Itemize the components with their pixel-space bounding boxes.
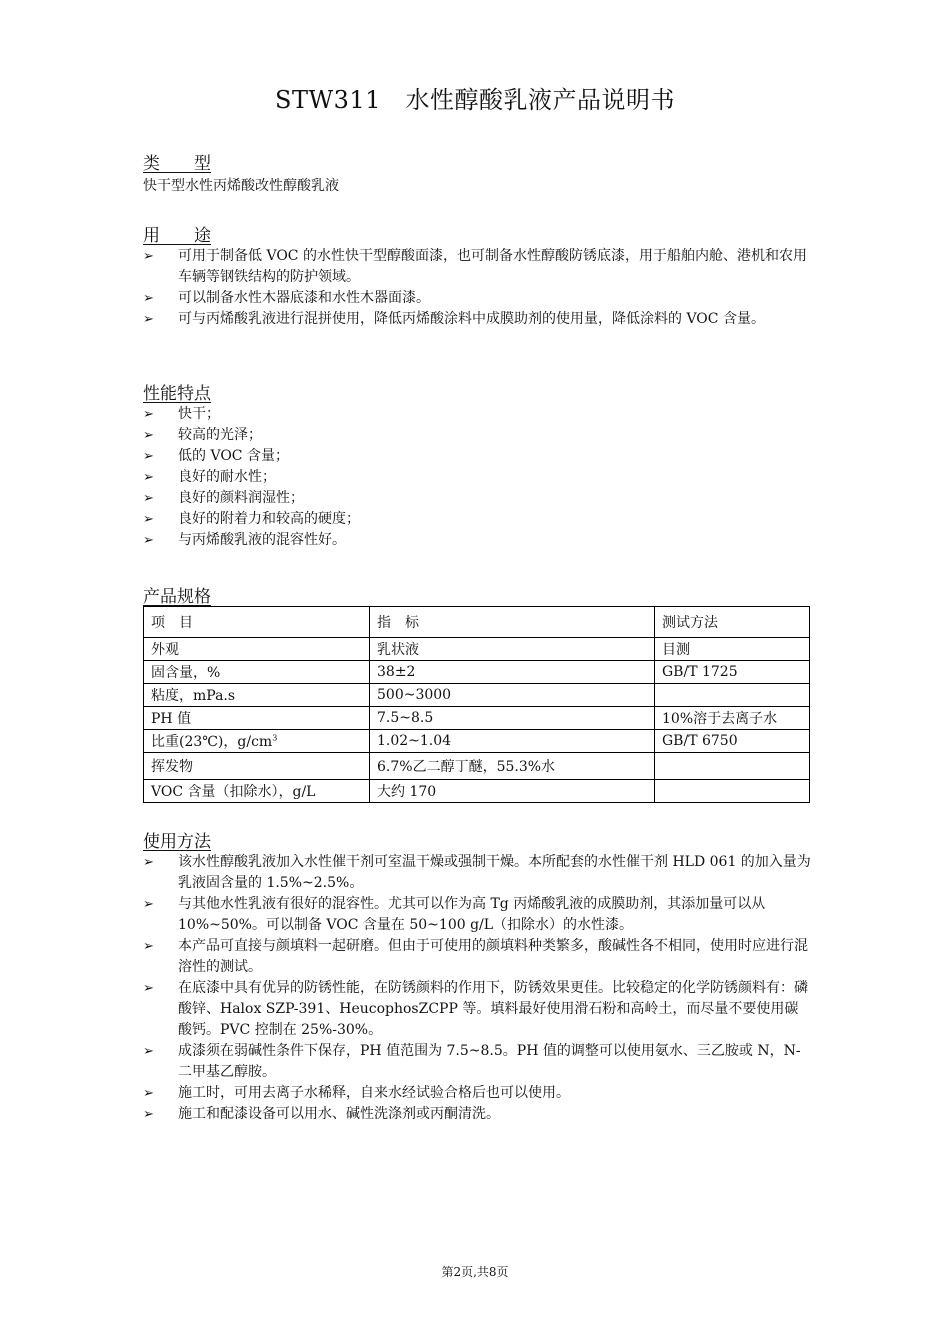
table-row: [144, 684, 810, 707]
table-row: [144, 638, 810, 661]
usage-heading: 用 途: [143, 226, 211, 246]
table-cell: PH 值: [144, 707, 370, 730]
table-header-cell: 指 标: [370, 607, 655, 638]
page-footer: 第2页,共8页: [441, 1265, 509, 1279]
method-item-text: 在底漆中具有优异的防锈性能，在防锈颜料的作用下，防锈效果更佳。比较稳定的化学防锈颜料有：磷酸锌、Halox SZP-391、HeucophosZCPP 等。填料最好使用滑石粉和高岭土，而尽量不要使用碳酸钙。PVC 控制在 25%-30%。: [178, 980, 808, 1038]
bullet-arrow-icon: ➢: [143, 855, 154, 870]
table-cell: 大约 170: [370, 780, 655, 803]
table-cell: 38±2: [370, 661, 655, 684]
bullet-arrow-icon: ➢: [143, 533, 154, 548]
table-cell: 乳状液: [370, 638, 655, 661]
table-row: [144, 730, 810, 753]
feature-item-text: 较高的光泽；: [178, 427, 262, 443]
feature-item-text: 与丙烯酸乳液的混容性好。: [178, 532, 346, 548]
list-item: [143, 425, 811, 446]
bullet-arrow-icon: ➢: [143, 249, 154, 264]
bullet-arrow-icon: ➢: [143, 449, 154, 464]
method-item-text: 施工和配漆设备可以用水、碱性洗涤剂或丙酮清洗。: [178, 1106, 500, 1122]
bullet-arrow-icon: ➢: [143, 312, 154, 327]
table-cell: [144, 730, 370, 753]
type-heading: 类 型: [143, 154, 211, 174]
table-cell: [655, 780, 810, 803]
table-cell: [655, 684, 810, 707]
usage-item-text: 可以制备水性木器底漆和水性木器面漆。: [178, 290, 430, 306]
usage-item-text: 可与丙烯酸乳液进行混拼使用，降低丙烯酸涂料中成膜助剂的使用量，降低涂料的 VOC 含量。: [178, 311, 765, 327]
bullet-arrow-icon: ➢: [143, 428, 154, 443]
feature-item-text: 良好的颜料润湿性；: [178, 490, 304, 506]
list-item: [143, 509, 811, 530]
list-item: [143, 1041, 811, 1083]
spec-table: [143, 606, 810, 803]
list-item: [143, 288, 811, 309]
table-header-cell: 项 目: [144, 607, 370, 638]
list-item: [143, 852, 811, 894]
bullet-arrow-icon: ➢: [143, 407, 154, 422]
table-row: [144, 661, 810, 684]
list-item: [143, 936, 811, 978]
table-cell: VOC 含量（扣除水），g/L: [144, 780, 370, 803]
list-item: [143, 446, 811, 467]
list-item: [143, 894, 811, 936]
table-cell: 外观: [144, 638, 370, 661]
feature-item-text: 低的 VOC 含量；: [178, 448, 289, 464]
usage-item-text: 可用于制备低 VOC 的水性快干型醇酸面漆，也可制备水性醇酸防锈底漆，用于船舶内舱、港机和农用车辆等钢铁结构的防护领域。: [178, 248, 807, 285]
type-text: 快干型水性丙烯酸改性醇酸乳液: [143, 178, 339, 194]
table-cell: 目测: [655, 638, 810, 661]
feature-item-text: 快干；: [178, 406, 220, 422]
density-label: 比重(23℃)，g/cm: [151, 734, 273, 750]
table-cell: 挥发物: [144, 753, 370, 780]
bullet-arrow-icon: ➢: [143, 512, 154, 527]
bullet-arrow-icon: ➢: [143, 1044, 154, 1059]
table-cell: 6.7%乙二醇丁醚，55.3%水: [370, 753, 655, 780]
list-item: [143, 309, 811, 330]
features-list: [143, 404, 811, 551]
bullet-arrow-icon: ➢: [143, 1107, 154, 1122]
list-item: [143, 530, 811, 551]
table-cell: 固含量，%: [144, 661, 370, 684]
list-item: [143, 978, 811, 1041]
method-item-text: 该水性醇酸乳液加入水性催干剂可室温干燥或强制干燥。本所配套的水性催干剂 HLD 061 的加入量为乳液固含量的 1.5%~2.5%。: [178, 854, 811, 891]
method-item-text: 与其他水性乳液有很好的混容性。尤其可以作为高 Tg 丙烯酸乳液的成膜助剂，其添加量可以从 10%~50%。可以制备 VOC 含量在 50~100 g/L（扣除水）的水性漆。: [178, 896, 766, 933]
table-header-row: [144, 607, 810, 638]
table-row: [144, 753, 810, 780]
table-cell: 7.5~8.5: [370, 707, 655, 730]
bullet-arrow-icon: ➢: [143, 291, 154, 306]
bullet-arrow-icon: ➢: [143, 491, 154, 506]
feature-item-text: 良好的耐水性；: [178, 469, 276, 485]
list-item: [143, 488, 811, 509]
feature-item-text: 良好的附着力和较高的硬度；: [178, 511, 360, 527]
list-item: [143, 1083, 811, 1104]
method-heading: 使用方法: [143, 832, 211, 852]
method-list: [143, 852, 811, 1125]
usage-list: [143, 246, 811, 330]
table-cell: GB/T 6750: [655, 730, 810, 753]
table-cell: 粘度，mPa.s: [144, 684, 370, 707]
table-row: [144, 780, 810, 803]
method-item-text: 施工时，可用去离子水稀释，自来水经试验合格后也可以使用。: [178, 1085, 570, 1101]
table-cell: 10%溶于去离子水: [655, 707, 810, 730]
list-item: [143, 246, 811, 288]
bullet-arrow-icon: ➢: [143, 1086, 154, 1101]
list-item: [143, 467, 811, 488]
bullet-arrow-icon: ➢: [143, 897, 154, 912]
table-cell: GB/T 1725: [655, 661, 810, 684]
table-header-cell: 测试方法: [655, 607, 810, 638]
method-item-text: 成漆须在弱碱性条件下保存，PH 值范围为 7.5~8.5。PH 值的调整可以使用氨水、三乙胺或 N，N-二甲基乙醇胺。: [178, 1043, 801, 1080]
table-cell: 1.02~1.04: [370, 730, 655, 753]
table-row: [144, 707, 810, 730]
table-cell: [655, 753, 810, 780]
bullet-arrow-icon: ➢: [143, 470, 154, 485]
document-title: STW311 水性醇酸乳液产品说明书: [275, 86, 675, 114]
spec-heading: 产品规格: [143, 587, 211, 607]
table-cell: 500~3000: [370, 684, 655, 707]
cubic-superscript: 3: [272, 733, 278, 743]
bullet-arrow-icon: ➢: [143, 981, 154, 996]
list-item: [143, 1104, 811, 1125]
list-item: [143, 404, 811, 425]
bullet-arrow-icon: ➢: [143, 939, 154, 954]
features-heading: 性能特点: [143, 384, 211, 404]
method-item-text: 本产品可直接与颜填料一起研磨。但由于可使用的颜填料种类繁多，酸碱性各不相同，使用时应进行混溶性的测试。: [178, 938, 808, 975]
